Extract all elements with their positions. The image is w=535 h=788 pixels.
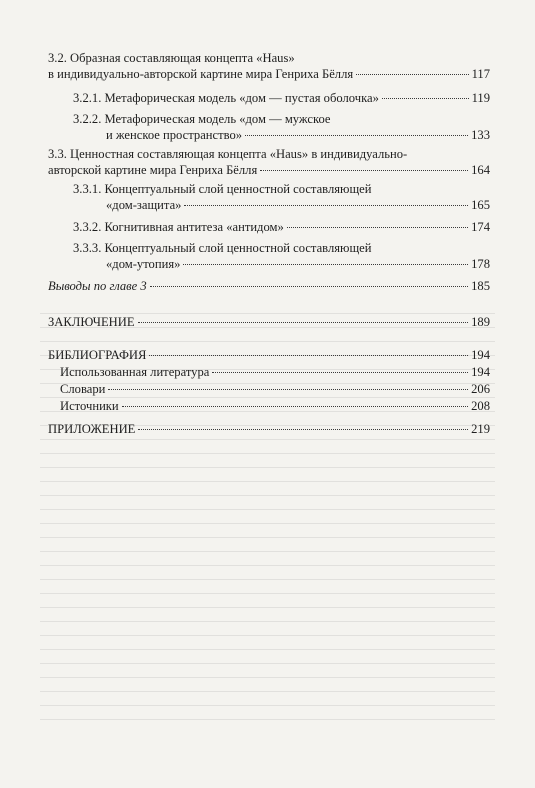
toc-entry-3-2[interactable] [48, 50, 490, 82]
toc-entry-text: Словари [60, 382, 106, 396]
toc-entry-conclusion[interactable] [48, 314, 490, 330]
leader-dots [287, 227, 468, 228]
leader-dots [184, 205, 468, 206]
toc-entry-3-3-2[interactable] [73, 219, 490, 235]
toc-entry-text: 3.2. Образная составляющая концепта «Haus» [48, 51, 295, 65]
toc-page-number: 164 [471, 163, 490, 177]
toc-page-number: 174 [471, 220, 490, 234]
leader-dots [138, 429, 468, 430]
leader-dots [183, 264, 468, 265]
leader-dots [149, 355, 468, 356]
toc-entry-text: авторской картине мира Генриха Бёлля [48, 163, 258, 177]
toc-entry-bibliography[interactable] [48, 347, 490, 363]
toc-entry-conclusions-ch3[interactable] [48, 278, 490, 294]
toc-entry-3-3-3[interactable] [73, 240, 490, 272]
toc-entry-text: 3.2.2. Метафорическая модель «дом — мужское [73, 112, 331, 126]
toc-entry-text: 3.3.3. Концептуальный слой ценностной составляющей [73, 241, 372, 255]
toc-entry-text: 3.2.1. Метафорическая модель «дом — пустая оболочка» [73, 91, 379, 105]
toc-entry-3-3[interactable] [48, 146, 490, 178]
toc-page-number: 208 [471, 399, 490, 413]
toc-entry-text: Выводы по главе 3 [48, 279, 147, 293]
toc-page-number: 219 [471, 422, 490, 436]
toc-page-number: 133 [471, 128, 490, 142]
toc-page-number: 194 [471, 348, 490, 362]
leader-dots [382, 98, 469, 99]
toc-page-number: 189 [471, 315, 490, 329]
toc-entry-3-3-1[interactable] [73, 181, 490, 213]
toc-page-number: 117 [471, 67, 490, 81]
toc-entry-text: и женское пространство» [106, 128, 243, 142]
toc-page-number: 119 [471, 91, 490, 105]
toc-page-number: 206 [471, 382, 490, 396]
toc-entry-text: 3.3. Ценностная составляющая концепта «Haus» в индивидуально- [48, 147, 408, 161]
toc-entry-sources[interactable] [60, 398, 490, 414]
leader-dots [212, 372, 468, 373]
toc-entry-text: 3.3.1. Концептуальный слой ценностной составляющей [73, 182, 372, 196]
leader-dots [356, 74, 468, 75]
toc-entry-dictionaries[interactable] [60, 381, 490, 397]
toc-page-number: 185 [471, 279, 490, 293]
toc-entry-text: ЗАКЛЮЧЕНИЕ [48, 315, 135, 329]
toc-entry-text: в индивидуально-авторской картине мира Генриха Бёлля [48, 67, 354, 81]
toc-page-number: 165 [471, 198, 490, 212]
toc-entry-text: «дом-утопия» [106, 257, 181, 271]
leader-dots [260, 170, 468, 171]
leader-dots [138, 322, 469, 323]
toc-entry-3-2-2[interactable] [73, 111, 490, 143]
toc-entry-text: БИБЛИОГРАФИЯ [48, 348, 147, 362]
toc-entry-text: 3.3.2. Когнитивная антитеза «антидом» [73, 220, 284, 234]
leader-dots [245, 135, 468, 136]
toc-entry-text: Источники [60, 399, 119, 413]
toc-entry-text: ПРИЛОЖЕНИЕ [48, 422, 136, 436]
toc-entry-text: Использованная литература [60, 365, 210, 379]
toc-entry-3-2-1[interactable] [73, 90, 490, 106]
toc-entry-text: «дом-защита» [106, 198, 182, 212]
toc-page-number: 194 [471, 365, 490, 379]
toc-page-number: 178 [471, 257, 490, 271]
leader-dots [122, 406, 468, 407]
leader-dots [108, 389, 468, 390]
leader-dots [150, 286, 468, 287]
toc-entry-appendix[interactable] [48, 421, 490, 437]
toc-entry-literature[interactable] [60, 364, 490, 380]
